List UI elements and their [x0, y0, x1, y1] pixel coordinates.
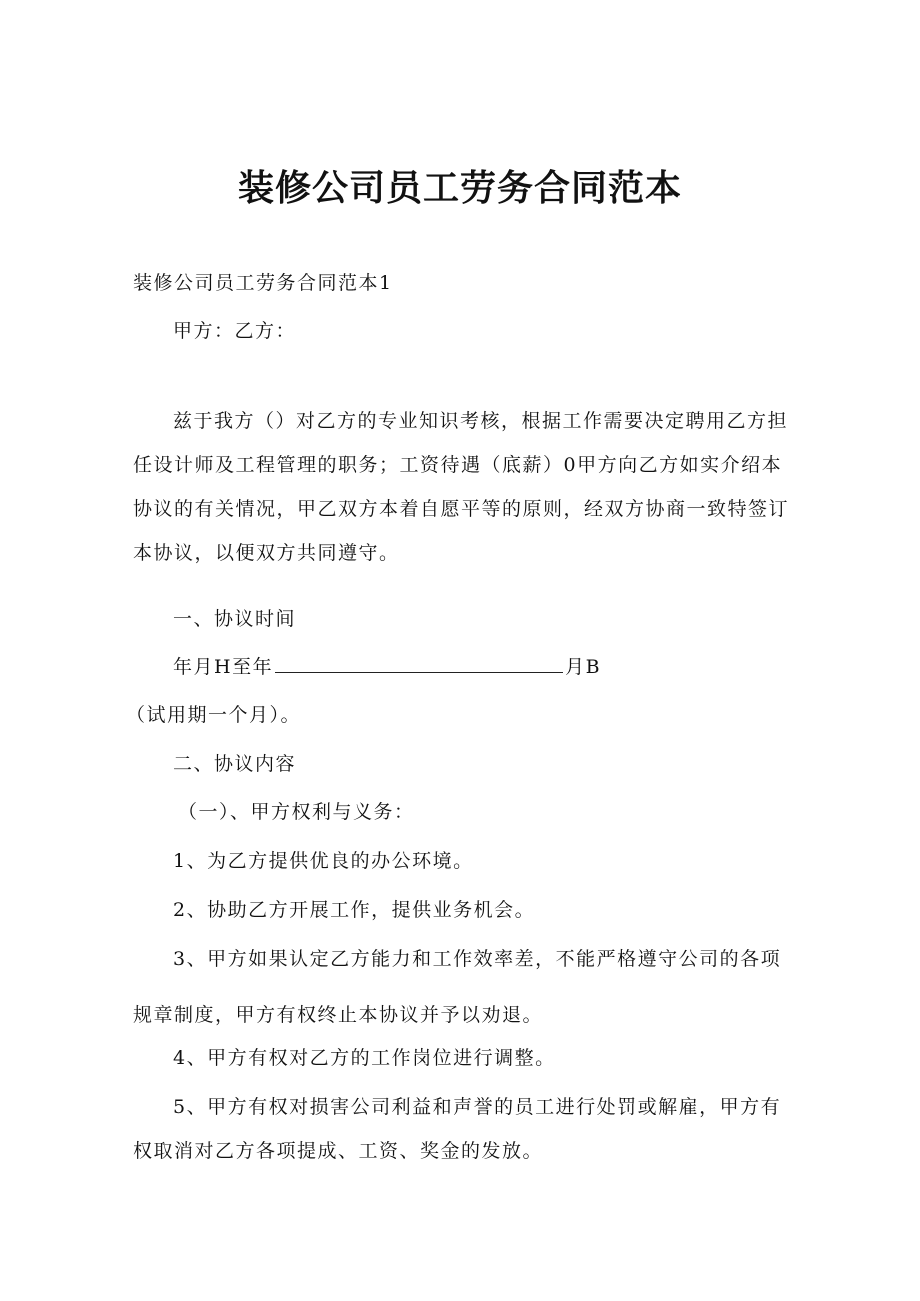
document-subtitle: 装修公司员工劳务合同范本1 — [133, 272, 393, 294]
item-4: 4、甲方有权对乙方的工作岗位进行调整。 — [173, 1047, 556, 1069]
item-3: 3、甲方如果认定乙方能力和工作效率差，不能严格遵守公司的各项规章制度，甲方有权终止本协议并予以劝退。 — [133, 948, 782, 1026]
item-1: 1、为乙方提供优良的办公环境。 — [173, 850, 474, 872]
section2-heading: 二、协议内容 — [173, 753, 297, 775]
probation-line: （试用期一个月）。 — [126, 704, 302, 726]
item-2: 2、协助乙方开展工作，提供业务机会。 — [173, 899, 536, 921]
date-suffix: 月B — [565, 656, 602, 678]
date-line — [173, 652, 601, 679]
section1-heading: 一、协议时间 — [173, 608, 297, 630]
document-title: 装修公司员工劳务合同范本 — [237, 168, 682, 209]
date-prefix: 年月H至年 — [173, 656, 274, 678]
subsection1-heading: （一）、甲方权利与义务： — [178, 801, 415, 823]
date-blank-underline — [275, 654, 563, 673]
intro-paragraph: 兹于我方（）对乙方的专业知识考核，根据工作需要决定聘用乙方担任设计师及工程管理的职务；工资待遇（底薪）0甲方向乙方如实介绍本协议的有关情况，甲乙双方本着自愿平等的原则，经双方协商一致特签订本协议，以便双方共同遵守。 — [133, 410, 790, 564]
parties-line: 甲方：乙方： — [173, 320, 297, 342]
item-5: 5、甲方有权对损害公司利益和声誉的员工进行处罚或解雇，甲方有权取消对乙方各项提成、工资、奖金的发放。 — [133, 1096, 782, 1162]
